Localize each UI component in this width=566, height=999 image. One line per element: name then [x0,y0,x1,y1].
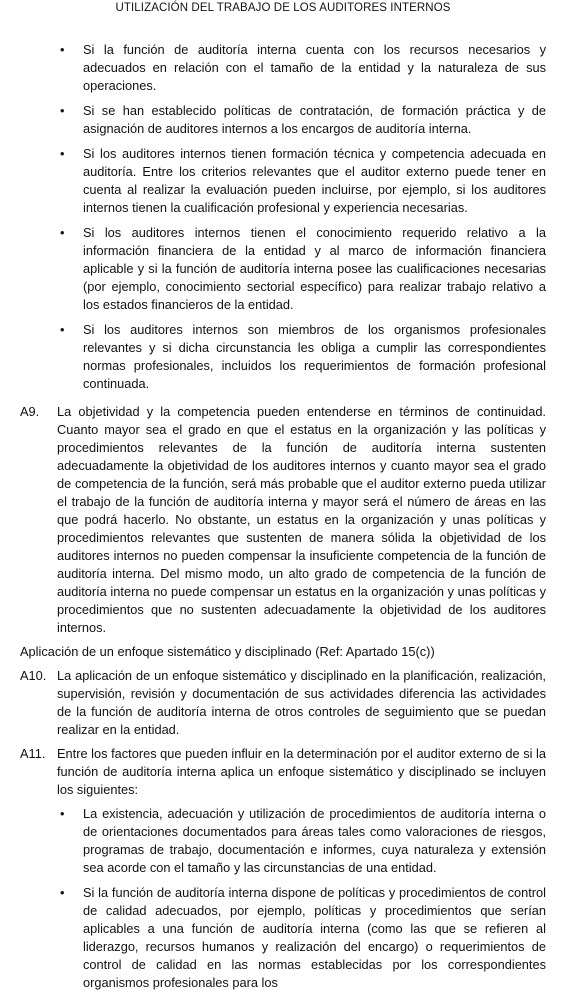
running-header: UTILIZACIÓN DEL TRABAJO DE LOS AUDITORES INTERNOS [115,2,451,14]
paragraph-text: Entre los factores que pueden influir en la determinación por el auditor externo de si la función de auditoría interna aplica un enfoque sistemático y disciplinado se incluyen los siguientes: [57,746,546,797]
bullet-item [20,321,546,393]
paragraph-number: A10. [20,668,47,683]
bullet-icon: • [60,146,65,161]
bullet-text: Si la función de auditoría interna dispone de políticas y procedimientos de control de calidad adecuados, por ejemplo, políticas y procedimientos que serían aplicables a una función de auditoría interna (como las que se refieren al liderazgo, recursos humanos y realización del encargo) o requerimientos de control de calidad en las normas establecidas por los correspondientes organismos profesionales para los [83,885,546,990]
paragraph-a10 [20,667,546,739]
section-subheading: Aplicación de un enfoque sistemático y disciplinado (Ref: Apartado 15(c)) [20,644,435,659]
page-body [20,41,546,999]
bullet-item [20,884,546,992]
bullet-item [20,102,546,138]
bullet-text: Si los auditores internos tienen el conocimiento requerido relativo a la información financiera de la entidad y al marco de información financiera aplicable y si la función de auditoría interna posee las cualificaciones necesarias (por ejemplo, conocimiento sectorial específico) para realizar trabajo relativo a los estados financieros de la entidad. [83,225,546,312]
bullet-icon: • [60,225,65,240]
bullet-text: La existencia, adecuación y utilización de procedimientos de auditoría interna o de orientaciones documentados para áreas tales como valoraciones de riesgos, programas de trabajo, documentación e informes, cuya naturaleza y extensión sea acorde con el tamaño y las circunstancias de una entidad. [83,806,546,875]
bullet-icon: • [60,885,65,900]
bullet-icon: • [60,806,65,821]
paragraph-text: La aplicación de un enfoque sistemático y disciplinado en la planificación, realización, supervisión, revisión y documentación de sus actividades diferencia las actividades de la función de auditoría interna de otros controles de seguimiento que se puedan realizar en la entidad. [57,668,546,737]
paragraph-text: La objetividad y la competencia pueden entenderse en términos de continuidad. Cuanto mayor sea el grado en que el estatus en la organización y las políticas y procedimientos relevantes de la función de auditoría interna sustenten adecuadamente la objetividad de los auditores internos y cuanto mayor sea el grado de competencia de la función, será más probable que el auditor externo pueda utilizar el trabajo de la función de auditoría interna y mayor será el número de áreas en las que podrá hacerlo. No obstante, un estatus en la organización y unas políticas y procedimientos relevantes que sustenten de manera sólida la objetividad de los auditores internos no pueden compensar la insuficiente competencia de la función de auditoría interna. Del mismo modo, un alto grado de competencia de la función de auditoría interna no puede compensar un estatus en la organización y unas políticas y procedimientos que no sustenten adecuadamente la objetividad de los auditores internos. [57,404,546,635]
bullet-text: Si se han establecido políticas de contratación, de formación práctica y de asignación de auditores internos a los encargos de auditoría interna. [83,103,546,136]
bullet-item [20,145,546,217]
bullet-icon: • [60,42,65,57]
paragraph-a9 [20,403,546,637]
bullet-icon: • [60,322,65,337]
bullet-item [20,805,546,877]
paragraph-number: A9. [20,404,40,419]
paragraph-a11 [20,745,546,799]
paragraph-number: A11. [20,746,46,761]
bullet-item [20,224,546,314]
bullet-icon: • [60,103,65,118]
bullet-text: Si la función de auditoría interna cuenta con los recursos necesarios y adecuados en relación con el tamaño de la entidad y la naturaleza de sus operaciones. [83,42,546,93]
bullet-text: Si los auditores internos tienen formación técnica y competencia adecuada en auditoría. Entre los criterios relevantes que el auditor externo puede tener en cuenta al realizar la evaluación pueden incluirse, por ejemplo, si los auditores internos tienen la cualificación profesional y experiencia necesarias. [83,146,546,215]
bullet-text: Si los auditores internos son miembros de los organismos profesionales relevantes y si dicha circunstancia les obliga a cumplir las correspondientes normas profesionales, incluidos los requerimientos de formación profesional continuada. [83,322,546,391]
bullet-item [20,41,546,95]
